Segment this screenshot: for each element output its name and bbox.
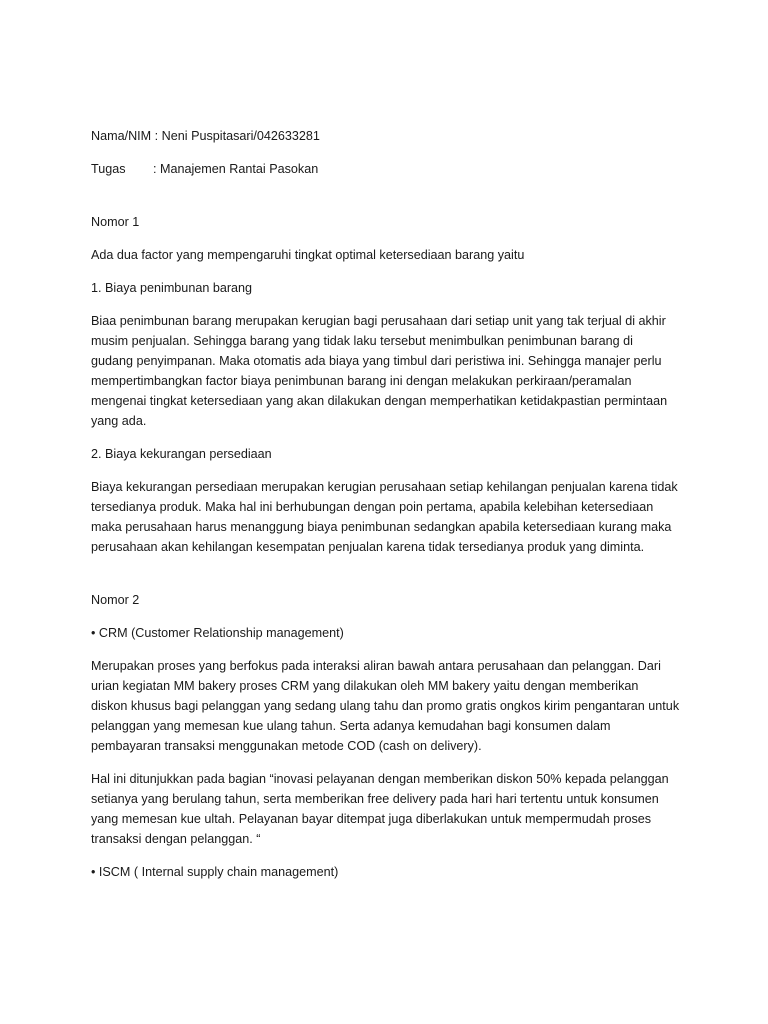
- section1-title: Nomor 1: [91, 215, 140, 229]
- paragraph-line: mengenai tingkat ketersediaan yang akan dilakukan dengan memperhatikan ketidakpastian permintaan: [91, 394, 668, 408]
- quote-paragraph: [91, 769, 691, 849]
- paragraph-line: perusahaan akan kehilangan kesempatan penjualan karena tidak tersedianya produk yang diminta.: [91, 540, 645, 554]
- paragraph-line: Biaa penimbunan barang merupakan kerugian bagi perusahaan dari setiap unit yang tak terjual di akhir: [91, 314, 666, 328]
- paragraph-line: maka perusahaan harus menanggung biaya penimbunan sedangkan apabila ketersediaan kurang maka: [91, 520, 672, 534]
- paragraph-line: Merupakan proses yang berfokus pada interaksi aliran bawah antara perusahaan dan pelanggan. Dari: [91, 659, 661, 673]
- paragraph-line: gudang penyimpanan. Maka otomatis ada biaya yang timbul dari peristiwa ini. Sehingga manajer perlu: [91, 354, 662, 368]
- task-value: : Manajemen Rantai Pasokan: [153, 162, 319, 176]
- paragraph-line: yang ada.: [91, 414, 147, 428]
- document-page: [91, 126, 691, 882]
- section2-title: Nomor 2: [91, 593, 140, 607]
- paragraph-line: Hal ini ditunjukkan pada bagian “inovasi pelayanan dengan memberikan diskon 50% kepada pelanggan: [91, 772, 669, 786]
- paragraph-line: setianya yang berulang tahun, serta memberikan free delivery pada hari hari tertentu untuk konsumen: [91, 792, 659, 806]
- iscm-title: • ISCM ( Internal supply chain management): [91, 865, 339, 879]
- paragraph-line: pelanggan yang memesan kue ulang tahun. Serta adanya kemudahan bagi konsumen dalam: [91, 719, 611, 733]
- paragraph-line: urian kegiatan MM bakery proses CRM yang dilakukan oleh MM bakery yaitu dengan memberikan: [91, 679, 639, 693]
- item2-paragraph: [91, 477, 691, 557]
- item1-title: 1. Biaya penimbunan barang: [91, 281, 253, 295]
- paragraph-line: tersedianya produk. Maka hal ini berhubungan dengan poin pertama, apabila kelebihan ketersediaan: [91, 500, 654, 514]
- crm-title: • CRM (Customer Relationship management): [91, 626, 344, 640]
- section1-intro: Ada dua factor yang mempengaruhi tingkat optimal ketersediaan barang yaitu: [91, 248, 525, 262]
- name-nim-line: Nama/NIM : Neni Puspitasari/042633281: [91, 129, 320, 143]
- item1-paragraph: [91, 311, 691, 431]
- paragraph-line: Biaya kekurangan persediaan merupakan kerugian perusahaan setiap kehilangan penjualan karena tidak: [91, 480, 678, 494]
- paragraph-line: yang memesan kue ultah. Pelayanan bayar ditempat juga diberlakukan untuk mempermudah proses: [91, 812, 652, 826]
- item2-title: 2. Biaya kekurangan persediaan: [91, 447, 272, 461]
- crm-paragraph: [91, 656, 691, 756]
- paragraph-line: transaksi dengan pelanggan. “: [91, 832, 261, 846]
- paragraph-line: musim penjualan. Sehingga barang yang tidak laku tersebut menimbulkan penimbunan barang di: [91, 334, 633, 348]
- task-label: Tugas: [91, 162, 126, 176]
- paragraph-line: diskon khusus bagi pelanggan yang sedang ulang tahu dan promo gratis ongkos kirim pengantaran untuk: [91, 699, 680, 713]
- paragraph-line: mempertimbangkan factor biaya penimbunan barang ini dengan melakukan perkiraan/peramalan: [91, 374, 632, 388]
- task-line: [91, 159, 691, 179]
- paragraph-line: pembayaran transaksi menggunakan metode COD (cash on delivery).: [91, 739, 482, 753]
